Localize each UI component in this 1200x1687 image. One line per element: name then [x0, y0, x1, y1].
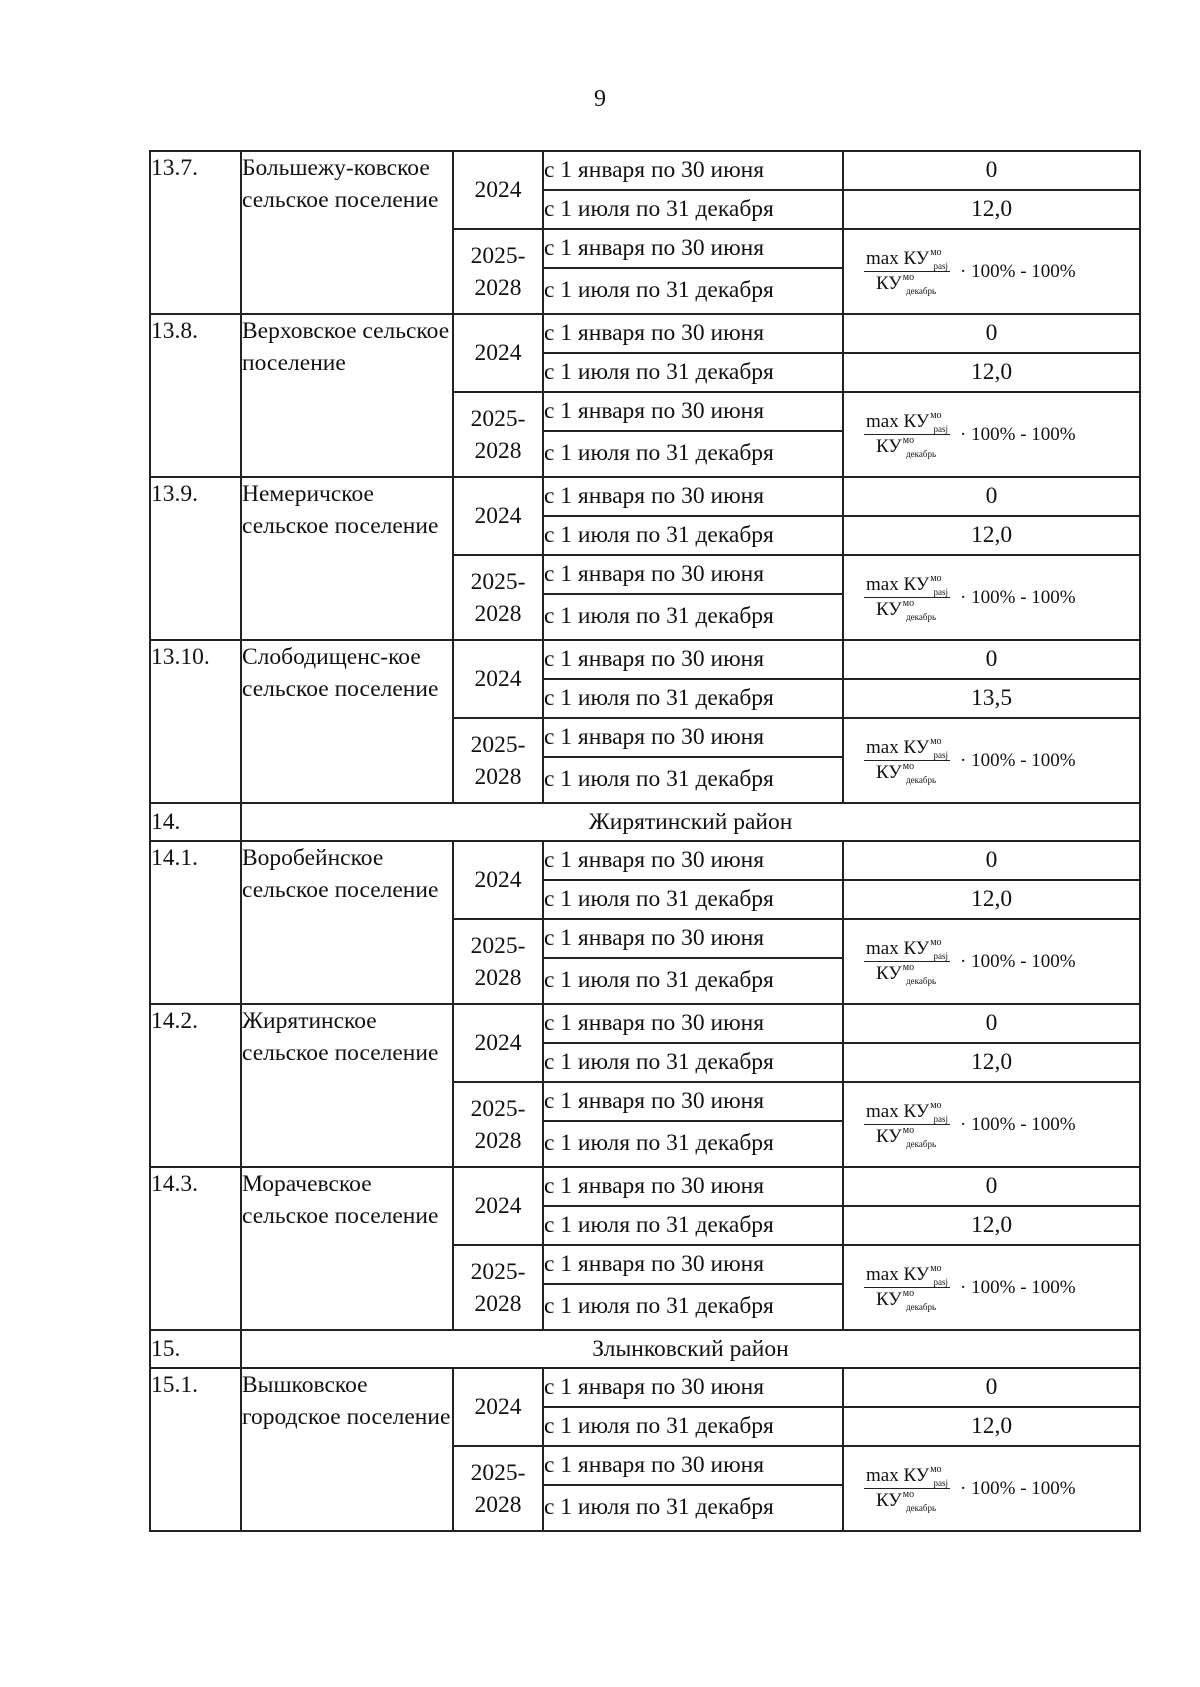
period-cell: с 1 июля по 31 декабря [543, 958, 843, 1004]
value-cell: 0 [843, 151, 1140, 190]
period-cell: с 1 января по 30 июня [543, 1004, 843, 1043]
formula-tail: · 100% - 100% [960, 1113, 1076, 1135]
settlement-name: Верховское сельское поселение [241, 314, 453, 477]
value-cell: 0 [843, 314, 1140, 353]
denominator-superscript: мо [902, 761, 915, 772]
denominator-subscript: декабрь [906, 449, 937, 459]
district-row [150, 1330, 1140, 1368]
value-cell: 0 [843, 841, 1140, 880]
numerator-superscript: мо [930, 1263, 942, 1275]
settlement-name: Морачевское сельское поселение [241, 1167, 453, 1330]
formula-cell [843, 718, 1140, 803]
year-range-cell: 2025-2028 [453, 1446, 543, 1531]
period-cell: с 1 января по 30 июня [543, 1368, 843, 1407]
numerator-subscript: pasj [933, 1478, 949, 1489]
period-cell: с 1 июля по 31 декабря [543, 1284, 843, 1330]
numerator-superscript: мо [930, 247, 942, 259]
numerator-text: max КУ [866, 574, 930, 596]
period-cell: с 1 июля по 31 декабря [543, 679, 843, 718]
row-number: 14.2. [150, 1004, 241, 1167]
tariff-table [149, 150, 1141, 1532]
formula-tail: · 100% - 100% [960, 586, 1076, 608]
formula-cell [843, 229, 1140, 314]
period-cell: с 1 июля по 31 декабря [543, 880, 843, 919]
fraction [864, 248, 950, 295]
numerator-superscript: мо [930, 1464, 942, 1476]
numerator-text: max КУ [866, 1264, 930, 1286]
district-row [150, 803, 1140, 841]
numerator-subscript: pasj [933, 1114, 949, 1125]
formula-tail: · 100% - 100% [960, 1276, 1076, 1298]
value-cell: 12,0 [843, 516, 1140, 555]
denominator-subscript: декабрь [906, 1302, 937, 1312]
year-cell: 2024 [453, 841, 543, 919]
denominator-superscript: мо [902, 598, 915, 609]
period-cell: с 1 июля по 31 декабря [543, 1121, 843, 1167]
period-cell: с 1 января по 30 июня [543, 229, 843, 268]
settlement-row [150, 477, 1140, 516]
numerator-text: max КУ [866, 938, 930, 960]
value-cell: 12,0 [843, 190, 1140, 229]
period-cell: с 1 января по 30 июня [543, 1167, 843, 1206]
row-number: 15.1. [150, 1368, 241, 1531]
period-cell: с 1 июля по 31 декабря [543, 268, 843, 314]
denominator-text: КУ [876, 1289, 902, 1310]
fraction-numerator [864, 938, 950, 962]
formula [844, 737, 1139, 784]
value-cell: 12,0 [843, 880, 1140, 919]
year-cell: 2024 [453, 151, 543, 229]
year-cell: 2024 [453, 477, 543, 555]
period-cell: с 1 июля по 31 декабря [543, 1043, 843, 1082]
fraction-numerator [864, 1264, 950, 1288]
formula-tail: · 100% - 100% [960, 423, 1076, 445]
period-cell: с 1 января по 30 июня [543, 841, 843, 880]
row-number: 14.1. [150, 841, 241, 1004]
page-number: 9 [594, 86, 606, 112]
year-range-cell: 2025-2028 [453, 919, 543, 1004]
settlement-row [150, 640, 1140, 679]
settlement-name: Слободищенс-кое сельское поселение [241, 640, 453, 803]
formula [844, 1264, 1139, 1311]
period-cell: с 1 января по 30 июня [543, 919, 843, 958]
numerator-subscript: pasj [933, 424, 949, 435]
numerator-subscript: pasj [933, 1277, 949, 1288]
numerator-superscript: мо [930, 573, 942, 585]
numerator-superscript: мо [930, 736, 942, 748]
value-cell: 12,0 [843, 353, 1140, 392]
year-range-cell: 2025-2028 [453, 718, 543, 803]
period-cell: с 1 июля по 31 декабря [543, 594, 843, 640]
denominator-subscript: декабрь [906, 612, 937, 622]
numerator-text: max КУ [866, 737, 930, 759]
settlement-name: Воробейнское сельское поселение [241, 841, 453, 1004]
formula-cell [843, 555, 1140, 640]
year-range-cell: 2025-2028 [453, 555, 543, 640]
period-cell: с 1 июля по 31 декабря [543, 1485, 843, 1531]
denominator-subscript: декабрь [906, 1503, 937, 1513]
formula [844, 248, 1139, 295]
period-cell: с 1 января по 30 июня [543, 1446, 843, 1485]
year-range-cell: 2025-2028 [453, 229, 543, 314]
year-cell: 2024 [453, 314, 543, 392]
period-cell: с 1 июля по 31 декабря [543, 431, 843, 477]
value-cell: 0 [843, 1004, 1140, 1043]
denominator-superscript: мо [902, 1125, 915, 1136]
fraction-denominator [864, 598, 940, 621]
numerator-text: max КУ [866, 411, 930, 433]
row-number: 14. [150, 803, 241, 841]
fraction-numerator [864, 1101, 950, 1125]
year-cell: 2024 [453, 640, 543, 718]
settlement-name: Большежу-ковское сельское поселение [241, 151, 453, 314]
year-range-cell: 2025-2028 [453, 1082, 543, 1167]
period-cell: с 1 июля по 31 декабря [543, 516, 843, 555]
period-cell: с 1 января по 30 июня [543, 392, 843, 431]
row-number: 13.9. [150, 477, 241, 640]
settlement-name: Вышковское городское поселение [241, 1368, 453, 1531]
period-cell: с 1 января по 30 июня [543, 1082, 843, 1121]
formula-tail: · 100% - 100% [960, 950, 1076, 972]
fraction-denominator [864, 435, 940, 458]
denominator-subscript: декабрь [906, 286, 937, 296]
fraction-numerator [864, 248, 950, 272]
value-cell: 0 [843, 477, 1140, 516]
district-name: Жирятинский район [241, 803, 1140, 841]
settlement-row [150, 314, 1140, 353]
formula-cell [843, 1446, 1140, 1531]
denominator-superscript: мо [902, 1489, 915, 1500]
value-cell: 0 [843, 1167, 1140, 1206]
fraction-numerator [864, 411, 950, 435]
formula-cell [843, 392, 1140, 477]
fraction-denominator [864, 1125, 940, 1148]
value-cell: 12,0 [843, 1043, 1140, 1082]
denominator-superscript: мо [902, 272, 915, 283]
value-cell: 12,0 [843, 1407, 1140, 1446]
formula-cell [843, 1245, 1140, 1330]
period-cell: с 1 июля по 31 декабря [543, 190, 843, 229]
denominator-superscript: мо [902, 435, 915, 446]
fraction [864, 1465, 950, 1512]
fraction [864, 1101, 950, 1148]
value-cell: 12,0 [843, 1206, 1140, 1245]
period-cell: с 1 января по 30 июня [543, 151, 843, 190]
year-cell: 2024 [453, 1368, 543, 1446]
numerator-subscript: pasj [933, 587, 949, 598]
denominator-text: КУ [876, 1126, 902, 1147]
settlement-name: Немеричское сельское поселение [241, 477, 453, 640]
fraction [864, 1264, 950, 1311]
denominator-text: КУ [876, 1490, 902, 1511]
period-cell: с 1 января по 30 июня [543, 477, 843, 516]
fraction-denominator [864, 962, 940, 985]
year-range-cell: 2025-2028 [453, 1245, 543, 1330]
fraction-denominator [864, 272, 940, 295]
numerator-text: max КУ [866, 248, 930, 270]
denominator-subscript: декабрь [906, 775, 937, 785]
district-name: Злынковский район [241, 1330, 1140, 1368]
denominator-text: КУ [876, 762, 902, 783]
period-cell: с 1 января по 30 июня [543, 718, 843, 757]
period-cell: с 1 июля по 31 декабря [543, 1206, 843, 1245]
formula [844, 938, 1139, 985]
value-cell: 0 [843, 1368, 1140, 1407]
year-cell: 2024 [453, 1167, 543, 1245]
period-cell: с 1 июля по 31 декабря [543, 1407, 843, 1446]
period-cell: с 1 июля по 31 декабря [543, 353, 843, 392]
fraction-denominator [864, 1288, 940, 1311]
formula-tail: · 100% - 100% [960, 1477, 1076, 1499]
fraction-denominator [864, 761, 940, 784]
formula [844, 1101, 1139, 1148]
fraction-numerator [864, 737, 950, 761]
numerator-superscript: мо [930, 937, 942, 949]
period-cell: с 1 января по 30 июня [543, 640, 843, 679]
numerator-superscript: мо [930, 410, 942, 422]
fraction [864, 938, 950, 985]
denominator-text: КУ [876, 963, 902, 984]
denominator-subscript: декабрь [906, 976, 937, 986]
period-cell: с 1 января по 30 июня [543, 555, 843, 594]
fraction [864, 574, 950, 621]
settlement-row [150, 1167, 1140, 1206]
denominator-superscript: мо [902, 1288, 915, 1299]
settlement-row [150, 1004, 1140, 1043]
value-cell: 13,5 [843, 679, 1140, 718]
period-cell: с 1 января по 30 июня [543, 1245, 843, 1284]
denominator-superscript: мо [902, 962, 915, 973]
fraction-numerator [864, 574, 950, 598]
row-number: 13.10. [150, 640, 241, 803]
year-range-cell: 2025-2028 [453, 392, 543, 477]
settlement-name: Жирятинское сельское поселение [241, 1004, 453, 1167]
year-cell: 2024 [453, 1004, 543, 1082]
numerator-text: max КУ [866, 1465, 930, 1487]
fraction [864, 737, 950, 784]
formula [844, 1465, 1139, 1512]
fraction-numerator [864, 1465, 950, 1489]
formula [844, 411, 1139, 458]
denominator-text: КУ [876, 599, 902, 620]
formula-cell [843, 919, 1140, 1004]
fraction [864, 411, 950, 458]
fraction-denominator [864, 1489, 940, 1512]
row-number: 14.3. [150, 1167, 241, 1330]
numerator-text: max КУ [866, 1101, 930, 1123]
period-cell: с 1 января по 30 июня [543, 314, 843, 353]
formula-tail: · 100% - 100% [960, 749, 1076, 771]
numerator-superscript: мо [930, 1100, 942, 1112]
numerator-subscript: pasj [933, 261, 949, 272]
settlement-row [150, 1368, 1140, 1407]
formula [844, 574, 1139, 621]
row-number: 13.8. [150, 314, 241, 477]
row-number: 15. [150, 1330, 241, 1368]
formula-cell [843, 1082, 1140, 1167]
period-cell: с 1 июля по 31 декабря [543, 757, 843, 803]
denominator-subscript: декабрь [906, 1139, 937, 1149]
denominator-text: КУ [876, 436, 902, 457]
row-number: 13.7. [150, 151, 241, 314]
denominator-text: КУ [876, 273, 902, 294]
formula-tail: · 100% - 100% [960, 260, 1076, 282]
numerator-subscript: pasj [933, 951, 949, 962]
numerator-subscript: pasj [933, 750, 949, 761]
value-cell: 0 [843, 640, 1140, 679]
settlement-row [150, 151, 1140, 190]
settlement-row [150, 841, 1140, 880]
